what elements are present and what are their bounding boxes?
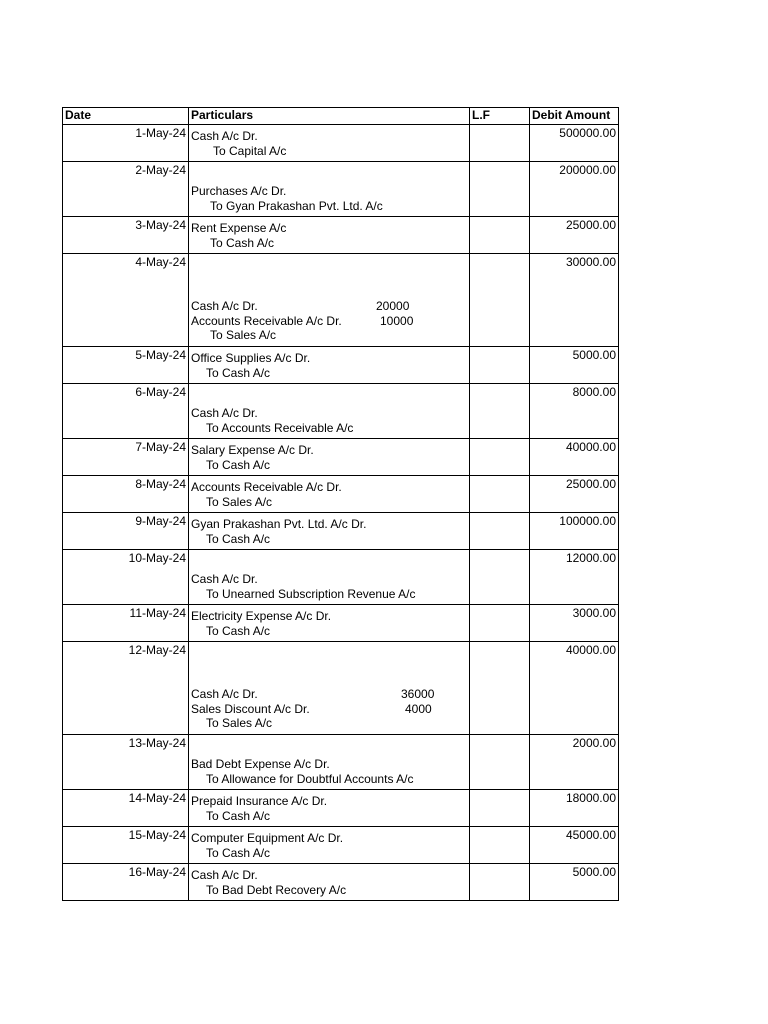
entry-particulars bbox=[189, 125, 470, 162]
entry-lf bbox=[470, 217, 530, 254]
entry-amount: 25000.00 bbox=[530, 476, 619, 513]
entry-particulars bbox=[189, 217, 470, 254]
entry-lf bbox=[470, 605, 530, 642]
debit-line: Cash A/c Dr. bbox=[191, 129, 258, 143]
entry-lf bbox=[470, 125, 530, 162]
entry-date: 16-May-24 bbox=[63, 864, 189, 901]
debit-line: Cash A/c Dr. bbox=[191, 868, 258, 882]
credit-line: To Cash A/c bbox=[206, 457, 271, 472]
entry-date: 11-May-24 bbox=[63, 605, 189, 642]
entry-date: 6-May-24 bbox=[63, 384, 189, 439]
debit-line: Cash A/c Dr. bbox=[191, 299, 258, 313]
entry-amount: 40000.00 bbox=[530, 439, 619, 476]
debit-line: Cash A/c Dr. bbox=[191, 406, 258, 420]
debit-line: Prepaid Insurance A/c Dr. bbox=[191, 794, 328, 808]
entry-particulars bbox=[189, 513, 470, 550]
credit-line: To Cash A/c bbox=[210, 235, 275, 250]
table-row bbox=[63, 790, 619, 827]
entry-lf bbox=[470, 162, 530, 217]
spacer bbox=[191, 642, 469, 687]
table-row bbox=[63, 217, 619, 254]
spacer bbox=[191, 384, 469, 406]
table-row bbox=[63, 827, 619, 864]
entry-date: 12-May-24 bbox=[63, 642, 189, 735]
debit-line-row bbox=[191, 687, 469, 702]
entry-lf bbox=[470, 735, 530, 790]
debit-line: Electricity Expense A/c Dr. bbox=[191, 609, 332, 623]
entry-lf bbox=[470, 513, 530, 550]
credit-line: To Cash A/c bbox=[206, 623, 271, 638]
credit-line: To Accounts Receivable A/c bbox=[206, 420, 354, 435]
entry-particulars bbox=[189, 864, 470, 901]
spacer bbox=[191, 735, 469, 757]
entry-date: 10-May-24 bbox=[63, 550, 189, 605]
credit-line: To Sales A/c bbox=[206, 494, 273, 509]
table-row bbox=[63, 476, 619, 513]
debit-line: Purchases A/c Dr. bbox=[191, 184, 287, 198]
credit-line: To Cash A/c bbox=[206, 808, 271, 823]
credit-line: To Gyan Prakashan Pvt. Ltd. A/c bbox=[210, 198, 383, 213]
credit-line: To Sales A/c bbox=[210, 328, 277, 342]
entry-lf bbox=[470, 642, 530, 735]
entry-particulars bbox=[189, 162, 470, 217]
entry-particulars bbox=[189, 642, 470, 735]
debit-line: Salary Expense A/c Dr. bbox=[191, 443, 314, 457]
debit-line: Computer Equipment A/c Dr. bbox=[191, 831, 344, 845]
entry-amount: 40000.00 bbox=[530, 642, 619, 735]
debit-line: Accounts Receivable A/c Dr. bbox=[191, 313, 342, 328]
credit-line: To Cash A/c bbox=[206, 845, 271, 860]
entry-amount: 5000.00 bbox=[530, 347, 619, 384]
table-row bbox=[63, 605, 619, 642]
entry-amount: 200000.00 bbox=[530, 162, 619, 217]
entry-lf bbox=[470, 827, 530, 864]
entry-amount: 500000.00 bbox=[530, 125, 619, 162]
entry-date: 8-May-24 bbox=[63, 476, 189, 513]
sub-amount: 10000 bbox=[380, 313, 414, 328]
sub-amount: 36000 bbox=[401, 687, 435, 701]
header-particulars: Particulars bbox=[189, 108, 470, 125]
credit-line: To Cash A/c bbox=[206, 365, 271, 380]
table-row bbox=[63, 513, 619, 550]
entry-lf bbox=[470, 550, 530, 605]
debit-line-row bbox=[191, 702, 469, 717]
header-debit-amount: Debit Amount bbox=[530, 108, 619, 125]
table-row bbox=[63, 550, 619, 605]
entry-date: 9-May-24 bbox=[63, 513, 189, 550]
debit-line: Bad Debt Expense A/c Dr. bbox=[191, 757, 330, 771]
debit-line-row bbox=[191, 314, 469, 329]
entry-particulars bbox=[189, 827, 470, 864]
entry-particulars bbox=[189, 439, 470, 476]
entry-particulars bbox=[189, 476, 470, 513]
entry-particulars bbox=[189, 254, 470, 347]
entry-lf bbox=[470, 790, 530, 827]
debit-line: Accounts Receivable A/c Dr. bbox=[191, 480, 342, 494]
entry-lf bbox=[470, 254, 530, 347]
table-row bbox=[63, 439, 619, 476]
entry-lf bbox=[470, 476, 530, 513]
entry-amount: 45000.00 bbox=[530, 827, 619, 864]
spacer bbox=[191, 550, 469, 572]
entry-date: 14-May-24 bbox=[63, 790, 189, 827]
table-row bbox=[63, 735, 619, 790]
debit-line: Sales Discount A/c Dr. bbox=[191, 701, 310, 716]
entry-amount: 18000.00 bbox=[530, 790, 619, 827]
table-row bbox=[63, 642, 619, 735]
debit-line: Cash A/c Dr. bbox=[191, 572, 258, 586]
credit-line: To Bad Debt Recovery A/c bbox=[206, 882, 347, 897]
entry-particulars bbox=[189, 605, 470, 642]
entry-amount: 100000.00 bbox=[530, 513, 619, 550]
entry-amount: 3000.00 bbox=[530, 605, 619, 642]
credit-line: To Unearned Subscription Revenue A/c bbox=[206, 586, 416, 601]
sub-amount: 20000 bbox=[376, 299, 410, 313]
entry-lf bbox=[470, 384, 530, 439]
spacer bbox=[191, 254, 469, 299]
credit-line: To Capital A/c bbox=[213, 143, 287, 158]
table-row bbox=[63, 254, 619, 347]
sub-amount: 4000 bbox=[405, 701, 432, 716]
credit-line: To Allowance for Doubtful Accounts A/c bbox=[206, 771, 414, 786]
debit-line: Gyan Prakashan Pvt. Ltd. A/c Dr. bbox=[191, 517, 367, 531]
entry-date: 3-May-24 bbox=[63, 217, 189, 254]
entry-particulars bbox=[189, 550, 470, 605]
journal-table bbox=[62, 107, 619, 901]
entry-date: 5-May-24 bbox=[63, 347, 189, 384]
credit-line: To Cash A/c bbox=[206, 531, 271, 546]
entry-particulars bbox=[189, 790, 470, 827]
spacer bbox=[191, 162, 469, 184]
entry-date: 13-May-24 bbox=[63, 735, 189, 790]
entry-particulars bbox=[189, 347, 470, 384]
table-row bbox=[63, 347, 619, 384]
header-date: Date bbox=[63, 108, 189, 125]
entry-particulars bbox=[189, 735, 470, 790]
entry-amount: 8000.00 bbox=[530, 384, 619, 439]
entry-amount: 25000.00 bbox=[530, 217, 619, 254]
header-lf: L.F bbox=[470, 108, 530, 125]
entry-date: 1-May-24 bbox=[63, 125, 189, 162]
entry-lf bbox=[470, 439, 530, 476]
table-row bbox=[63, 384, 619, 439]
entry-amount: 30000.00 bbox=[530, 254, 619, 347]
entry-date: 15-May-24 bbox=[63, 827, 189, 864]
debit-line-row bbox=[191, 299, 469, 314]
entry-amount: 2000.00 bbox=[530, 735, 619, 790]
entry-date: 7-May-24 bbox=[63, 439, 189, 476]
debit-line: Office Supplies A/c Dr. bbox=[191, 351, 311, 365]
debit-line: Rent Expense A/c bbox=[191, 221, 287, 235]
header-row bbox=[63, 108, 619, 125]
entry-lf bbox=[470, 864, 530, 901]
table-row bbox=[63, 162, 619, 217]
entry-particulars bbox=[189, 384, 470, 439]
table-row bbox=[63, 125, 619, 162]
entry-date: 2-May-24 bbox=[63, 162, 189, 217]
entry-amount: 5000.00 bbox=[530, 864, 619, 901]
entry-amount: 12000.00 bbox=[530, 550, 619, 605]
entry-date: 4-May-24 bbox=[63, 254, 189, 347]
entry-lf bbox=[470, 347, 530, 384]
credit-line: To Sales A/c bbox=[206, 716, 273, 730]
table-row bbox=[63, 864, 619, 901]
debit-line: Cash A/c Dr. bbox=[191, 687, 258, 701]
